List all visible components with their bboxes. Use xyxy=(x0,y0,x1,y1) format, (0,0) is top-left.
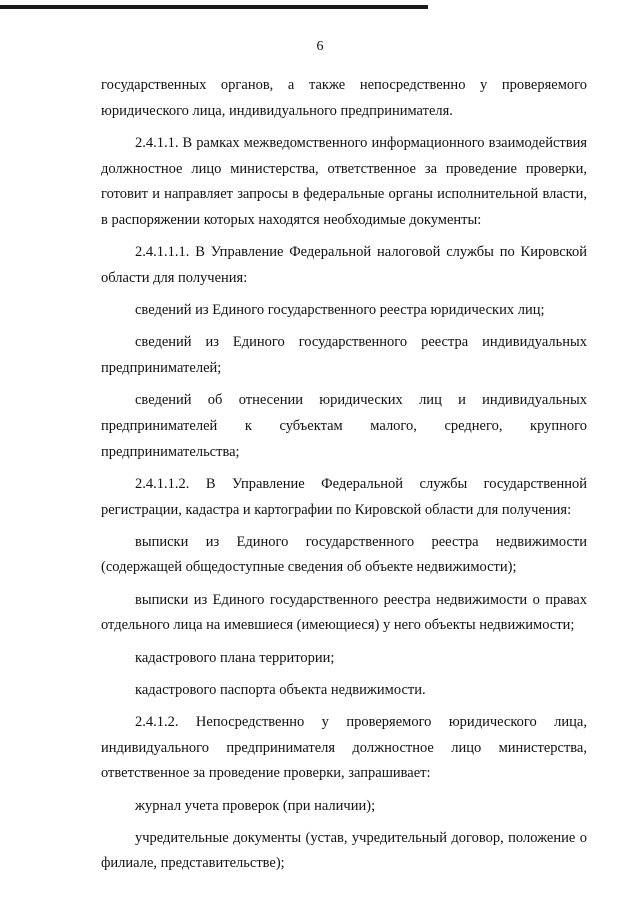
list-item-founding-documents: учредительные документы (устав, учредительный договор, положение о филиале, представительстве); xyxy=(101,829,587,872)
paragraph-continuation: государственных органов, а также непосредственно у проверяемого юридического лица, индивидуального предпринимателя. xyxy=(101,77,587,119)
list-item-legal-entities-register: сведений из Единого государственного реестра юридических лиц; xyxy=(135,302,545,319)
list-item-business-size-classification: сведений об отнесении юридических лиц и индивидуальных предпринимателей к субъектам малого, среднего, крупного предпринимательства; xyxy=(101,392,587,460)
document-body xyxy=(101,73,587,884)
paragraph-2-4-1-1: 2.4.1.1. В рамках межведомственного информационного взаимодействия должностное лицо министерства, ответственное за проведение проверки, готовит и направляет запросы в федеральные органы исполнительной власти, в распоряжении которых находятся необходимые документы: xyxy=(101,134,587,229)
list-item-entrepreneurs-register: сведений из Единого государственного реестра индивидуальных предпринимателей; xyxy=(101,334,587,377)
paragraph-2-4-1-2: 2.4.1.2. Непосредственно у проверяемого юридического лица, индивидуального предпринимателя должностное лицо министерства, ответственное за проведение проверки, запрашивает: xyxy=(101,713,587,782)
header-rule xyxy=(0,5,428,9)
list-item-real-estate-extract: выписки из Единого государственного реестра недвижимости (содержащей общедоступные сведения об объекте недвижимости); xyxy=(101,533,587,576)
list-item-real-estate-rights-extract: выписки из Единого государственного реестра недвижимости о правах отдельного лица на имевшиеся (имеющиеся) у него объекты недвижимости; xyxy=(101,591,587,634)
paragraph-2-4-1-1-1: 2.4.1.1.1. В Управление Федеральной налоговой службы по Кировской области для получения: xyxy=(101,244,587,286)
list-item-cadastral-plan: кадастрового плана территории; xyxy=(135,649,335,666)
list-item-inspection-log: журнал учета проверок (при наличии); xyxy=(135,797,376,814)
page-number: 6 xyxy=(316,39,324,54)
list-item-cadastral-passport: кадастрового паспорта объекта недвижимости. xyxy=(135,681,426,698)
paragraph-2-4-1-1-2: 2.4.1.1.2. В Управление Федеральной службы государственной регистрации, кадастра и картографии по Кировской области для получения: xyxy=(101,475,587,518)
